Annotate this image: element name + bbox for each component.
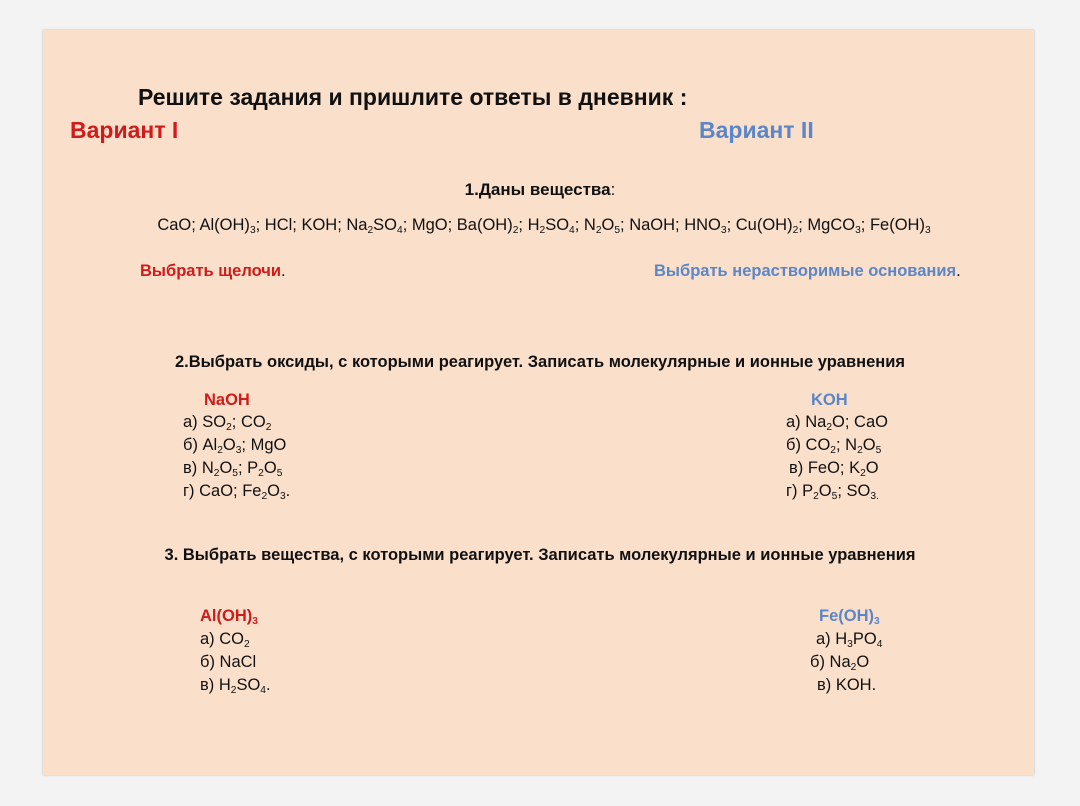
task-2-heading: 2.Выбрать оксиды, с которыми реагирует. Записать молекулярные и ионные уравнения [174,353,905,371]
task-2-v2-option: г) $P_2O_5$; $SO_{3.}$ [786,482,879,503]
task-2-v2-option: а) $Na_2O$; CaO [786,413,888,434]
task-3-v1-option: б) NaCl [200,653,257,671]
task-2-v2-option: в) FeO; $K_2O$ [789,459,879,480]
period: . [956,262,961,280]
task-3-v2-option: а) $H_3PO_4$ [816,630,883,651]
task-2-v2-option: б) $CO_2$; $N_2O_5$ [786,436,882,457]
select-insoluble-bases: Выбрать нерастворимые основания [654,262,957,280]
slide [43,30,1034,775]
task-3-v1-option: а) $CO_2$ [200,630,250,651]
task-2-v1-option: г) CaO; $Fe_2O_3$. [183,482,291,503]
task-1-variant-2-instruction [654,262,961,281]
substances-list: CaO; $Al(OH)_3$; HCl; KOH; $Na_2SO_4$; MgO; $Ba(OH)_2$; $H_2SO_4$; $N_2O_5$; NaOH; $HNO_3$; $Cu(OH)_2$; MgCO$_3$; $Fe(OH)_3$ [157,216,931,237]
page-title: Решите задания и пришлите ответы в дневник : [138,84,688,110]
task-2-v1-option: б) $Al_2O_3$; MgO [183,436,287,457]
task-1-heading-text: 1.Даны вещества [464,180,611,199]
task-2-v1-option: в) $N_2O_5$; $P_2O_5$ [183,459,283,480]
task-3-heading: 3. Выбрать вещества, с которыми реагирует. Записать молекулярные и ионные уравнения [164,546,916,564]
task-3-v1-option: в) $H_2SO_4$. [200,676,271,697]
task-2-variant-1-header: NaOH [204,391,250,409]
task-3-v2-option: б) $Na_2O$ [810,653,870,674]
variant-1-label: Вариант I [70,117,179,143]
variant-2-label: Вариант II [699,117,814,143]
task-1-variant-1-instruction [140,262,286,281]
period: . [281,262,286,280]
task-3-v2-option: в) KOH. [817,676,877,694]
select-alkalis: Выбрать щелочи [140,262,282,280]
task-2-variant-2-header: KOH [811,391,848,409]
task-1-heading [0,180,1080,200]
task-3-variant-1-header: $Al(OH)_3$ [200,607,258,628]
task-2-v1-option: а) $SO_2$; $CO_2$ [183,413,272,434]
task-1-colon: : [610,180,616,199]
task-3-variant-2-header: $Fe(OH)_3$ [819,607,880,628]
